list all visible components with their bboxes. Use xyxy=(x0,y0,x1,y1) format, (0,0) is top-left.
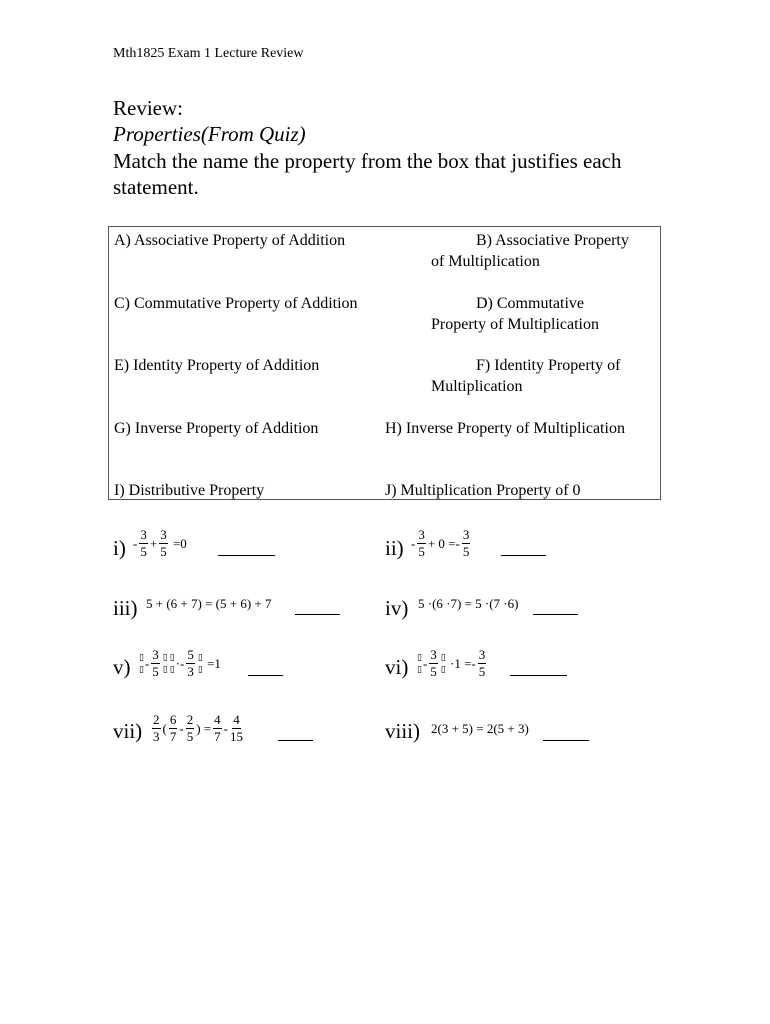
property-d-line1: D) Commutative xyxy=(476,295,584,312)
property-f-line1: F) Identity Property of xyxy=(476,357,621,374)
answer-blank-8[interactable] xyxy=(543,740,589,741)
problem-7-equation: $\frac{2}{3}$ ( $\frac{6}{7}$ - $\frac{2}{5}$ ) = $\frac{4}{7}$ - $\frac{4}{15}$ xyxy=(153,712,243,744)
bracket-glyph: ▯ xyxy=(197,652,203,663)
problem-5-equation: ▯ ▯ - $\frac{3}{5}$ ▯ ▯ ▯ ▯ ·- $\frac{5}{3}$ ▯ ▯ =1 xyxy=(139,647,221,679)
document-header: Mth1825 Exam 1 Lecture Review xyxy=(113,46,304,61)
property-a: A) Associative Property of Addition xyxy=(114,232,346,249)
problem-1-label: i) xyxy=(113,536,126,560)
problem-2-label: ii) xyxy=(385,536,404,560)
bracket-glyph: ▯ xyxy=(139,664,144,675)
property-d xyxy=(431,293,599,335)
bracket-glyph: ▯ xyxy=(162,652,168,663)
problem-6-label: vi) xyxy=(385,655,409,679)
problem-5-label: v) xyxy=(113,655,131,679)
bracket-glyph: ▯ xyxy=(162,664,168,675)
problem-1-equation: - $\frac{3}{5}$ + $\frac{3}{5}$ =0 xyxy=(133,527,187,559)
problem-3-label: iii) xyxy=(113,596,138,620)
properties-box xyxy=(108,226,661,500)
answer-blank-6[interactable] xyxy=(510,675,567,676)
problem-3-equation: 5 + (6 + 7) = (5 + 6) + 7 xyxy=(146,596,272,611)
bracket-glyph: ▯ xyxy=(440,652,446,663)
bracket-glyph: ▯ xyxy=(139,652,144,663)
property-g: G) Inverse Property of Addition xyxy=(114,420,319,437)
problem-2-equation: - $\frac{3}{5}$ + 0 =- $\frac{3}{5}$ xyxy=(411,527,470,559)
problem-8-label: viii) xyxy=(385,719,420,743)
answer-blank-4[interactable] xyxy=(533,614,578,615)
property-d-line2: Property of Multiplication xyxy=(431,316,599,333)
problem-6-equation: ▯ ▯ - $\frac{3}{5}$ ▯ ▯ ·1 =- $\frac{3}{5}$ xyxy=(417,647,486,679)
bracket-glyph: ▯ xyxy=(440,664,446,675)
problem-7-label: vii) xyxy=(113,719,143,743)
property-f-line2: Multiplication xyxy=(431,378,523,395)
answer-blank-5[interactable] xyxy=(248,675,283,676)
bracket-glyph: ▯ xyxy=(169,652,175,663)
property-j: J) Multiplication Property of 0 xyxy=(385,482,581,499)
property-f xyxy=(431,355,620,397)
instructions: Match the name the property from the box that justifies each statement. xyxy=(113,149,622,199)
answer-blank-7[interactable] xyxy=(278,740,313,741)
bracket-glyph: ▯ xyxy=(417,652,422,663)
property-i: I) Distributive Property xyxy=(114,482,265,499)
property-e: E) Identity Property of Addition xyxy=(114,357,320,374)
review-subtitle: Properties(From Quiz) xyxy=(113,122,306,146)
property-b-line2: of Multiplication xyxy=(431,253,540,270)
answer-blank-2[interactable] xyxy=(501,555,546,556)
bracket-glyph: ▯ xyxy=(417,664,422,675)
bracket-glyph: ▯ xyxy=(169,664,175,675)
property-b xyxy=(431,230,629,272)
problem-4-label: iv) xyxy=(385,596,409,620)
problem-8-equation: 2(3 + 5) = 2(5 + 3) xyxy=(431,721,529,736)
review-title: Review: xyxy=(113,96,183,120)
problem-4-equation: 5 ·(6 ·7) = 5 ·(7 ·6) xyxy=(418,596,519,611)
answer-blank-3[interactable] xyxy=(295,614,340,615)
property-h: H) Inverse Property of Multiplication xyxy=(385,420,625,437)
property-c: C) Commutative Property of Addition xyxy=(114,295,358,312)
bracket-glyph: ▯ xyxy=(197,664,203,675)
answer-blank-1[interactable] xyxy=(218,555,275,556)
property-b-line1: B) Associative Property xyxy=(476,232,629,249)
